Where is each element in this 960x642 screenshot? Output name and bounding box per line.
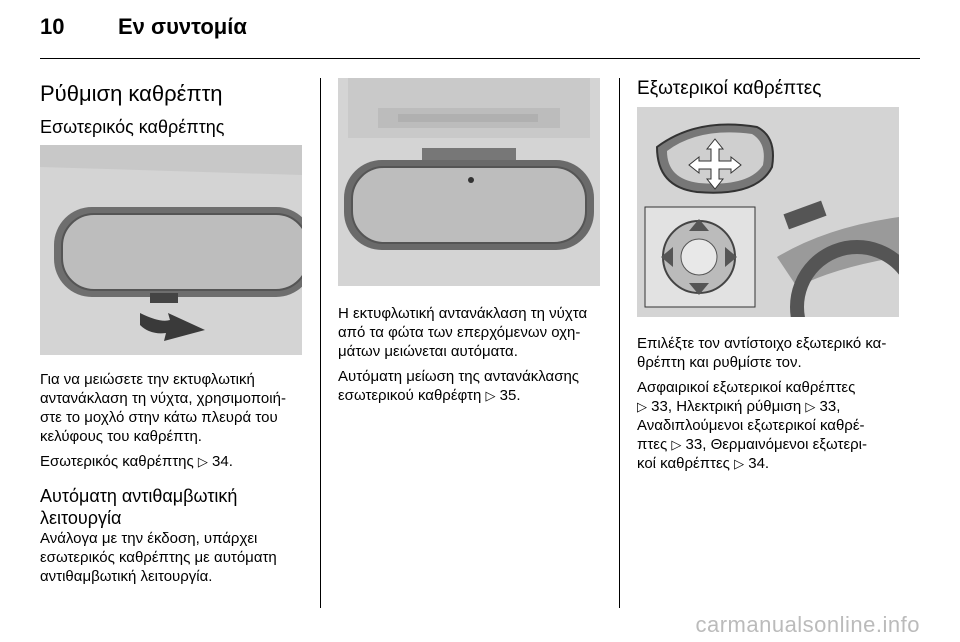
exterior-mirrors-heading: Εξωτερικοί καθρέπτες bbox=[637, 78, 822, 99]
ref-text: κοί καθρέπτες bbox=[637, 455, 730, 472]
cross-reference-line bbox=[637, 397, 917, 416]
ref-arrow-icon[interactable]: ▷ bbox=[637, 399, 647, 414]
para-line: αντιθαμβωτική λειτουργία. bbox=[40, 568, 213, 585]
watermark: carmanualsonline.info bbox=[695, 612, 920, 637]
cross-reference-line bbox=[637, 435, 917, 454]
interior-mirror-lever-image bbox=[40, 145, 302, 355]
auto-dimming-subheading-line2: λειτουργία bbox=[40, 508, 122, 528]
para-line: Ανάλογα με την έκδοση, υπάρχει bbox=[40, 530, 258, 547]
para-line: Για να μειώσετε την εκτυφλωτική bbox=[40, 371, 255, 388]
ref-text[interactable]: 33, Ηλεκτρική ρύθμιση bbox=[651, 398, 802, 415]
ref-arrow-icon[interactable]: ▷ bbox=[671, 437, 682, 452]
section-title: Εν συντομία bbox=[118, 14, 247, 39]
page-number: 10 bbox=[40, 14, 65, 39]
para-line: από τα φώτα των επερχόμενων οχη- bbox=[338, 324, 581, 341]
auto-dimming-subheading bbox=[40, 485, 315, 529]
ref-arrow-icon[interactable]: ▷ bbox=[734, 456, 745, 471]
column-2-text bbox=[338, 304, 613, 405]
column-1 bbox=[40, 80, 310, 138]
para-line: Η εκτυφλωτική αντανάκλαση τη νύχτα bbox=[338, 305, 588, 322]
mirror-adjust-heading: Ρύθμιση καθρέπτη bbox=[40, 81, 223, 106]
interior-mirror-illustration bbox=[40, 145, 302, 355]
para-line: θρέπτη και ρυθμίστε τον. bbox=[637, 354, 802, 371]
cross-reference bbox=[40, 452, 315, 471]
cross-reference bbox=[338, 386, 613, 405]
para-line: Ασφαιρικοί εξωτερικοί καθρέπτες bbox=[637, 379, 856, 396]
ref-page-link[interactable]: 33, bbox=[819, 398, 841, 415]
para-line: κελύφους του καθρέπτη. bbox=[40, 428, 202, 445]
header-rule bbox=[40, 58, 920, 59]
ref-arrow-icon[interactable]: ▷ bbox=[805, 399, 816, 414]
column-divider-1 bbox=[320, 78, 321, 608]
ref-text: εσωτερικού καθρέφτη bbox=[338, 387, 482, 404]
ref-page-link[interactable]: 35. bbox=[499, 387, 521, 404]
ref-page-link[interactable]: 34. bbox=[748, 455, 770, 472]
column-3-text bbox=[637, 334, 917, 473]
para-line: στε το μοχλό στην κάτω πλευρά του bbox=[40, 409, 278, 426]
auto-dimming-mirror-illustration bbox=[338, 78, 600, 286]
para-line: Αυτόματη μείωση της αντανάκλασης bbox=[338, 368, 580, 385]
exterior-mirror-control-illustration bbox=[637, 107, 899, 317]
ref-text: Εσωτερικός καθρέπτης bbox=[40, 453, 194, 470]
para-line: Επιλέξτε τον αντίστοιχο εξωτερικό κα- bbox=[637, 335, 887, 352]
ref-page-link[interactable]: 33, Θερμαινόμενοι εξωτερι- bbox=[685, 436, 867, 453]
auto-dimming-subheading-line1: Αυτόματη αντιθαμβωτική bbox=[40, 486, 238, 506]
ref-arrow-icon[interactable]: ▷ bbox=[197, 454, 208, 469]
para-line: μάτων μειώνεται αυτόματα. bbox=[338, 343, 518, 360]
para-line: αντανάκλαση τη νύχτα, χρησιμοποιή- bbox=[40, 390, 286, 407]
para-line: Αναδιπλούμενοι εξωτερικοί καθρέ- bbox=[637, 417, 865, 434]
exterior-mirror-control-image bbox=[637, 107, 899, 317]
ref-page-link[interactable]: 34. bbox=[212, 453, 233, 470]
ref-arrow-icon[interactable]: ▷ bbox=[485, 388, 496, 403]
column-3 bbox=[637, 78, 907, 100]
para-line: εσωτερικός καθρέπτης με αυτόματη bbox=[40, 549, 277, 566]
ref-text: πτες bbox=[637, 436, 668, 453]
auto-dimming-mirror-image bbox=[338, 78, 600, 286]
interior-mirror-subheading: Εσωτερικός καθρέπτης bbox=[40, 117, 225, 137]
column-1-text bbox=[40, 370, 315, 586]
cross-reference-line bbox=[637, 454, 917, 473]
column-divider-2 bbox=[619, 78, 620, 608]
